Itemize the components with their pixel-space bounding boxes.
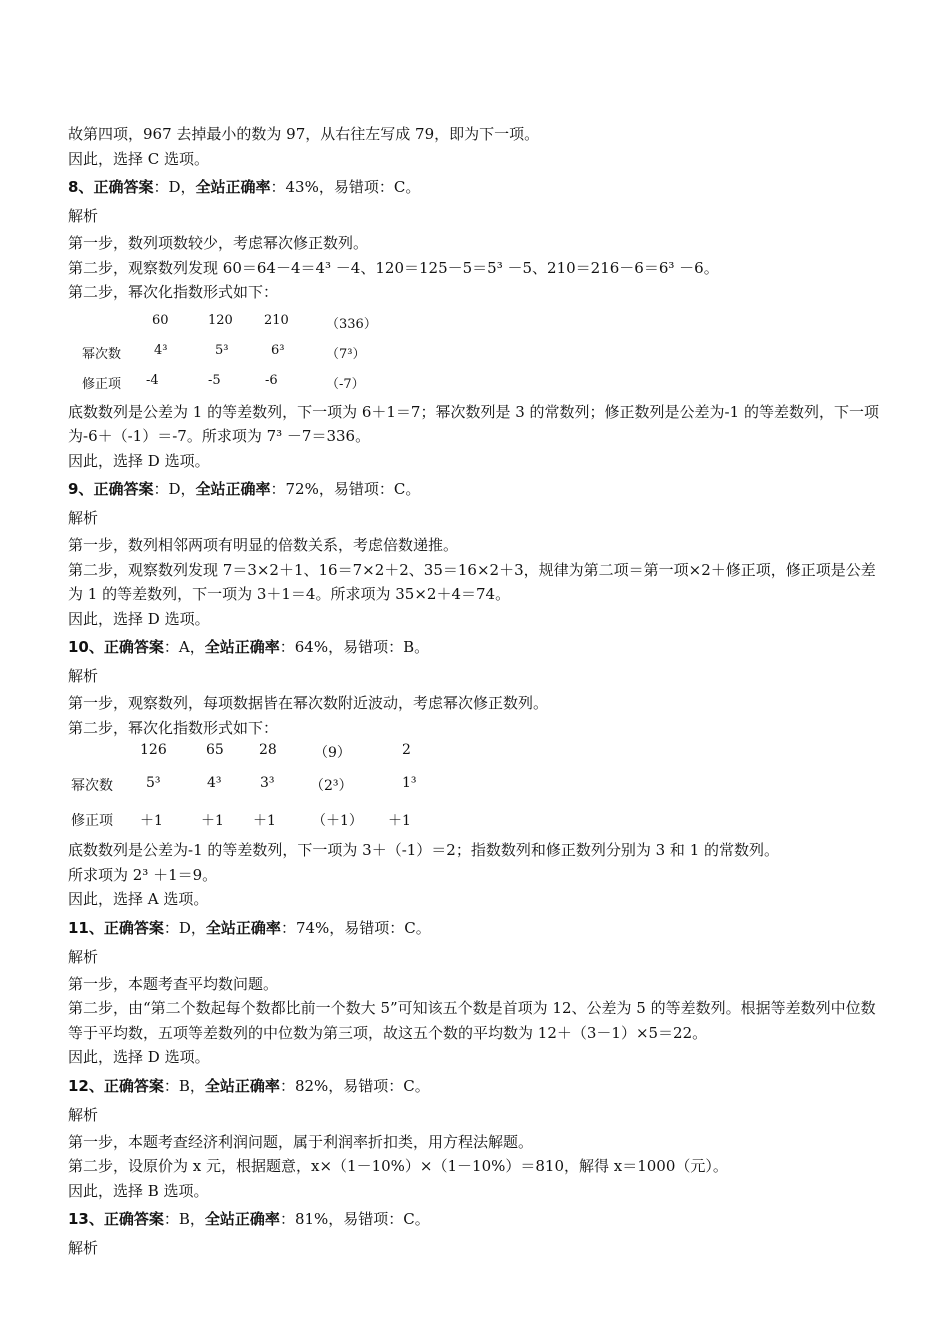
q8-step-3: 第二步，幂次化指数形式如下：	[68, 283, 279, 301]
q10-table-mid-2: 4³	[207, 775, 222, 791]
q10-table-bot-2: ＋1	[201, 813, 224, 829]
q12-header	[68, 1072, 888, 1101]
q10-rate: ：64%，易错项：B。	[279, 638, 430, 656]
q8-rate-label: 全站正确率	[195, 178, 271, 196]
q10-table-mid-5: 1³	[402, 775, 417, 791]
q8-number: 8、	[68, 178, 94, 196]
q8-table-bot-2: -5	[208, 372, 221, 388]
q8-explanation: 底数数列是公差为 1 的等差数列，下一项为 6＋1＝7；幂次数列是 3 的常数列；修正数列是公差为-1 的等差数列，下一项为-6＋（-1）＝-7。所求项为 7³ －7＝336。	[68, 402, 879, 445]
q10-explanation: 底数数列是公差为-1 的等差数列，下一项为 3＋（-1）＝2；指数数列和修正数列分别为 3 和 1 的常数列。	[68, 841, 780, 859]
q10-table-top-1: 126	[140, 742, 167, 758]
q13-analysis-label: 解析	[68, 1239, 99, 1257]
q8-table-mid-label: 幂次数	[82, 346, 122, 362]
q8-table-top-1: 60	[152, 312, 169, 328]
q8-step-2: 第二步，观察数列发现 60＝64－4＝4³ －4、120＝125－5＝5³ －5、210＝216－6＝6³ －6。	[68, 258, 719, 277]
q10-table-top-5: 2	[402, 742, 411, 758]
q8-table-mid-1: 4³	[154, 342, 168, 358]
q8-table-bot-1: -4	[146, 372, 159, 388]
q13-rate-label: 全站正确率	[204, 1210, 280, 1228]
q9-rate-label: 全站正确率	[195, 480, 271, 498]
q8-table-top-4: （336）	[326, 316, 377, 332]
q8-power-table	[68, 305, 888, 400]
q12-answer-label: 正确答案	[103, 1076, 164, 1095]
q13-number: 13、	[68, 1210, 104, 1228]
q12-answer: ：B，	[163, 1076, 205, 1095]
q10-analysis-label: 解析	[68, 667, 99, 685]
q11-answer: ：D，	[163, 918, 206, 937]
q10-answer: ：A，	[163, 638, 205, 656]
q9-answer: ：D，	[153, 480, 196, 498]
q8-table-bot-3: -6	[265, 372, 278, 388]
q11-header	[68, 914, 888, 943]
q8-table-bot-label: 修正项	[82, 376, 122, 392]
intro-conclusion: 因此，选择 C 选项。	[68, 149, 210, 168]
q10-answer-label: 正确答案	[103, 638, 164, 656]
q8-table-mid-3: 6³	[271, 342, 285, 358]
q10-table-mid-1: 5³	[146, 775, 161, 791]
q10-header	[68, 633, 888, 662]
q11-step-1: 第一步，本题考查平均数问题。	[68, 974, 279, 993]
q8-header	[68, 173, 888, 202]
q10-table-top-4: （9）	[314, 745, 351, 761]
q9-rate: ：72%，易错项：C。	[270, 480, 421, 498]
q10-table-top-2: 65	[206, 742, 224, 758]
q10-step-2: 第二步，幂次化指数形式如下：	[68, 718, 279, 737]
intro-line-1: 故第四项，967 去掉最小的数为 97，从右往左写成 79，即为下一项。	[68, 125, 540, 143]
q11-answer-label: 正确答案	[103, 918, 164, 937]
q9-step-2: 第二步，观察数列发现 7＝3×2＋1、16＝7×2＋2、35＝16×2＋3，规律为第二项＝第一项×2＋修正项，修正项是公差为 1 的等差数列，下一项为 3＋1＝4。所求项为 35×2＋4＝74。	[68, 560, 876, 603]
q9-answer-label: 正确答案	[93, 480, 154, 498]
q10-table-mid-3: 3³	[260, 775, 275, 791]
q10-conclusion: 因此，选择 A 选项。	[68, 890, 209, 908]
q13-answer: ：B，	[163, 1210, 205, 1228]
q12-rate-label: 全站正确率	[204, 1076, 280, 1095]
q8-table-top-2: 120	[208, 312, 233, 328]
q11-number: 11、	[68, 918, 104, 937]
q8-answer: ：D，	[153, 178, 196, 196]
q13-rate: ：81%，易错项：C。	[279, 1210, 430, 1228]
q10-table-bot-1: ＋1	[140, 813, 163, 829]
q10-table-mid-4: （2³）	[310, 778, 353, 794]
q8-rate: ：43%，易错项：C。	[270, 178, 421, 196]
q13-header	[68, 1205, 888, 1234]
q10-table-bot-3: ＋1	[253, 813, 276, 829]
q11-step-2: 第二步，由“第二个数起每个数都比前一个数大 5”可知该五个数是首项为 12、公差为 5 的等差数列。根据等差数列中位数等于平均数，五项等差数列的中位数为第三项，故这五个数的平均数为 12＋（3－1）×5＝22。	[68, 999, 876, 1042]
q10-step-1: 第一步，观察数列，每项数据皆在幂次数附近波动，考虑幂次修正数列。	[68, 694, 549, 712]
q9-number: 9、	[68, 480, 94, 498]
q12-number: 12、	[68, 1076, 104, 1095]
q13-answer-label: 正确答案	[103, 1210, 164, 1228]
q11-rate: ：74%，易错项：C。	[280, 918, 431, 937]
answer-document	[68, 122, 888, 1263]
q9-header	[68, 475, 888, 504]
q8-analysis-label: 解析	[68, 207, 99, 225]
q12-step-1: 第一步，本题考查经济利润问题，属于利润率折扣类，用方程法解题。	[68, 1132, 534, 1151]
q9-step-1: 第一步，数列相邻两项有明显的倍数关系，考虑倍数递推。	[68, 536, 459, 554]
q10-rate-label: 全站正确率	[204, 638, 280, 656]
q10-table-mid-label: 幂次数	[71, 778, 113, 794]
q12-step-2: 第二步，设原价为 x 元，根据题意，x×（1－10%）×（1－10%）＝810，解得 x＝1000（元）。	[68, 1157, 728, 1175]
q9-analysis-label: 解析	[68, 509, 99, 527]
q11-rate-label: 全站正确率	[205, 918, 281, 937]
q11-conclusion: 因此，选择 D 选项。	[68, 1048, 210, 1066]
q12-analysis-label: 解析	[68, 1105, 99, 1124]
q8-conclusion: 因此，选择 D 选项。	[68, 451, 210, 470]
q10-table-bot-4: （＋1）	[312, 813, 363, 829]
q8-table-mid-4: （7³）	[326, 346, 366, 362]
q8-table-top-3: 210	[264, 312, 289, 328]
q10-number: 10、	[68, 638, 104, 656]
q10-result: 所求项为 2³ ＋1＝9。	[68, 865, 218, 884]
q8-step-1: 第一步，数列项数较少，考虑幂次修正数列。	[68, 234, 369, 252]
q8-table-bot-4: （-7）	[326, 376, 365, 392]
q10-table-bot-label: 修正项	[71, 813, 113, 829]
q10-power-table	[68, 740, 888, 838]
q8-table-mid-2: 5³	[215, 342, 229, 358]
q12-rate: ：82%，易错项：C。	[279, 1076, 430, 1095]
q10-table-bot-5: ＋1	[388, 813, 411, 829]
q10-table-top-3: 28	[259, 742, 277, 758]
q8-answer-label: 正确答案	[93, 178, 154, 196]
q11-analysis-label: 解析	[68, 947, 99, 966]
q12-conclusion: 因此，选择 B 选项。	[68, 1181, 209, 1200]
q9-conclusion: 因此，选择 D 选项。	[68, 609, 210, 628]
